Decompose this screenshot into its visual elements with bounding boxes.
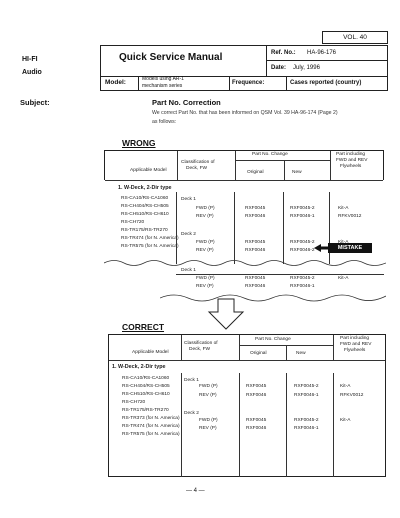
subject-body [152,109,382,127]
frequence-value: Cases reported (country) [290,80,362,86]
list-item: RS-CA10/RS-CA1060 [121,196,169,201]
manual-title: Quick Service Manual [119,52,223,63]
list-item: RS-CH404/RS-CH505 [121,204,169,209]
wrong-header-class-2: Deck, FW [186,166,208,171]
correct-deck2-fwd-orig: RXF0045 [246,418,267,423]
correct-label: CORRECT [122,322,165,332]
correct-deck2-rev-orig: RXF0046 [246,426,267,431]
correct-header-new: New [296,351,306,356]
wrong-deck1b-fwd-new: RXF0045-2 [290,276,315,281]
correct-header-class-1: Classification of [184,341,218,346]
wrong-deck1-rev: REV (P) [196,214,214,219]
correct-deck2-fwd-new: RXF0045-2 [294,418,319,423]
wrong-deck2-fwd-orig: RXF0045 [245,240,266,245]
wrong-deck1-fwd: FWD (P) [196,206,215,211]
wrong-group: 1. W-Deck, 2-Dir type [118,185,172,191]
correct-header-incl-2: FWD and REV [340,342,372,347]
wrong-header-incl-2: FWD and REV [336,158,368,163]
correct-header-original: Original [250,351,267,356]
wrong-deck1: Deck 1 [181,197,196,202]
wrong-deck1b: Deck 1 [181,268,196,273]
subject-label: Subject: [20,98,50,107]
wrong-deck1b-rev-new: RXF0046-1 [290,284,315,289]
date-label: Date: [271,65,287,71]
wrong-deck1-rev-new: RXF0046-1 [290,214,315,219]
list-item: RS-CA10/RS-CA1060 [122,376,170,381]
wrong-deck1-fwd-new: RXF0045-2 [290,206,315,211]
wavy-cut-line-2 [160,290,386,304]
wrong-deck2: Deck 2 [181,232,196,237]
model-label: Model: [105,79,126,86]
correct-deck1-incl-2: RFKV0012 [340,393,364,398]
header-table [100,45,388,91]
wavy-cut-line [104,258,386,268]
model-value-2: mechanism series [142,83,183,89]
correct-group: 1. W-Deck, 2-Dir type [112,364,166,370]
wrong-header-new: New [292,170,302,175]
wrong-deck2-rev-orig: RXF0046 [245,248,266,253]
brand-audio: Audio [22,69,42,76]
wrong-header-model: Applicable Model [130,168,167,173]
wrong-header-incl-1: Part including [336,152,366,157]
subject-title: Part No. Correction [152,98,221,107]
list-item: RS-TR575 (for N. America) [121,244,179,249]
wrong-deck1-incl-2: RFKV0012 [338,214,362,219]
wrong-deck2-fwd: FWD (P) [196,240,215,245]
subject-body-line-1: We correct Part No. that has been informed on QSM Vol. 39 HA-96-174 (Page 2) [152,110,338,116]
wrong-header-change: Part No. Change [252,152,288,157]
correct-deck2-fwd: FWD (P) [199,418,218,423]
wrong-deck1b-rev: REV (P) [196,284,214,289]
correct-deck2-rev-new: RXF0046-1 [294,426,319,431]
correct-header-model: Applicable Model [132,350,169,355]
correct-header-incl-1: Part including [340,336,370,341]
model-value-1: Models using AR-1 [142,76,184,82]
list-item: RS-TR575 (for N. America) [122,432,180,437]
wrong-deck2-rev: REV (P) [196,248,214,253]
ref-value: HA-96-176 [307,50,337,56]
list-item: RS-TR175/RS-TR270 [122,408,169,413]
date-value: July, 1996 [293,65,320,71]
correct-deck1: Deck 1 [184,378,199,383]
page-number: — 4 — [186,488,205,494]
list-item: RS-CH720 [122,400,146,405]
list-item: RS-CH720 [121,220,145,225]
wrong-deck2-rev-new: RXF0046-2 [290,248,315,253]
correct-deck1-fwd-new: RXF0045-2 [294,384,319,389]
wrong-header-class-1: Classification of [181,160,215,165]
wrong-deck1b-incl: Kit-A [338,276,349,281]
subject-body-line-2: as follows: [152,119,177,125]
list-item: RS-CH404/RS-CH505 [122,384,170,389]
correct-deck2-incl: Kit-A [340,418,351,423]
correct-deck1-fwd: FWD (P) [199,384,218,389]
wrong-label: WRONG [122,138,156,148]
mistake-badge: MISTAKE [328,243,372,253]
correct-deck2-rev: REV (P) [199,426,217,431]
list-item: RS-TR175/RS-TR270 [121,228,168,233]
correct-header-change: Part No. Change [255,337,291,342]
list-item: RS-TR373 (for N. America) [122,416,180,421]
list-item: RS-TR474 (for N. America) [122,424,180,429]
list-item: RS-TR474 (for N. America) [121,236,179,241]
wrong-header-original: Original [247,170,264,175]
correct-deck2: Deck 2 [184,411,199,416]
correct-header-incl-3: Flywheels [344,348,366,353]
correct-deck1-rev-orig: RXF0046 [246,393,267,398]
ref-label: Ref. No.: [271,50,296,56]
down-arrow-icon [206,298,246,330]
wrong-deck1b-fwd: FWD (P) [196,276,215,281]
wrong-deck1b-rev-orig: RXF0046 [245,284,266,289]
correct-deck1-incl-1: Kit-A [340,384,351,389]
list-item: RS-CH510/RS-CH610 [122,392,170,397]
wrong-header-incl-3: Flywheels [340,164,362,169]
list-item: RS-CH510/RS-CH610 [121,212,169,217]
frequence-label: Frequence: [232,80,265,86]
wrong-deck2-fwd-new: RXF0045-2 [290,240,315,245]
correct-deck1-rev: REV (P) [199,393,217,398]
correct-header-class-2: Deck, FW [189,347,211,352]
brand-hifi: HI-FI [22,56,38,63]
wrong-deck1b-fwd-orig: RXF0045 [245,276,266,281]
volume-badge: VOL. 40 [322,31,388,44]
correct-deck1-rev-new: RXF0046-1 [294,393,319,398]
wrong-deck1-incl-1: Kit-A [338,206,349,211]
wrong-deck1-rev-orig: RXF0046 [245,214,266,219]
correct-deck1-fwd-orig: RXF0045 [246,384,267,389]
wrong-deck1-fwd-orig: RXF0045 [245,206,266,211]
